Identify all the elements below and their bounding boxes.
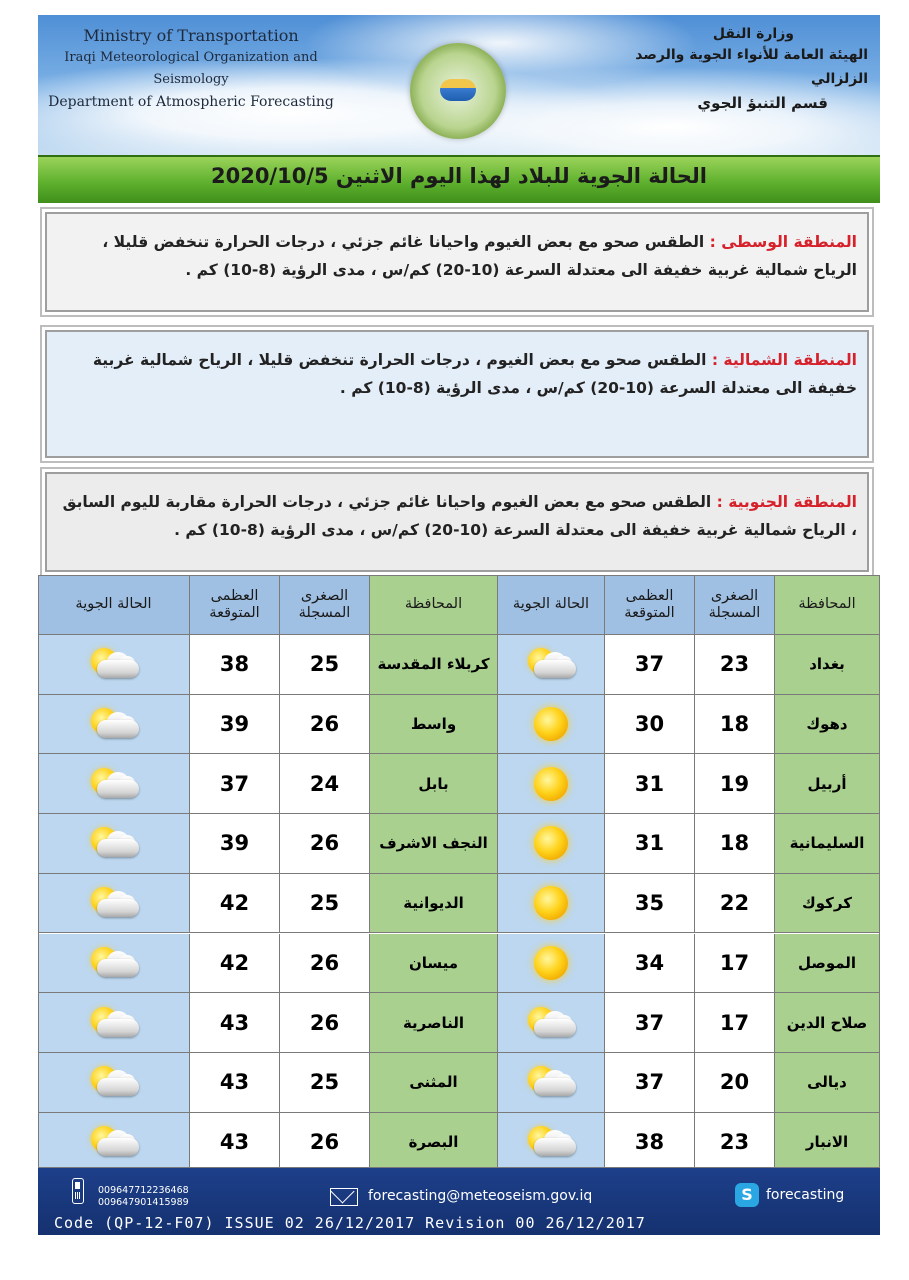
expected-max-temp: 38 [190, 635, 280, 695]
column-header: العظمى المتوقعة [190, 575, 280, 635]
department-name-en: Department of Atmospheric Forecasting [48, 94, 334, 110]
weather-cell [38, 874, 190, 934]
sunny-icon [534, 826, 568, 860]
recorded-min-temp: 23 [695, 1113, 775, 1173]
phone-number: 009647712236468 [98, 1185, 189, 1196]
province-name: كربلاء المقدسة [370, 635, 498, 695]
sunny-icon [534, 767, 568, 801]
weather-cell [498, 635, 605, 695]
partly-cloudy-icon [85, 706, 143, 742]
recorded-min-temp: 25 [280, 874, 370, 934]
forecast-table [38, 575, 880, 1168]
recorded-min-temp: 18 [695, 695, 775, 755]
recorded-min-temp: 20 [695, 1053, 775, 1113]
organization-name-en: Iraqi Meteorological Organization and Seismology [64, 50, 318, 87]
logo-emblem-icon [440, 79, 476, 101]
expected-max-temp: 31 [605, 754, 695, 814]
expected-max-temp: 42 [190, 874, 280, 934]
table-column [775, 575, 880, 1168]
expected-max-temp: 31 [605, 814, 695, 874]
expected-max-temp: 37 [605, 635, 695, 695]
organization-name-ar: الهيئة العامة للأنواء الجوية والرصد الزلزالي [635, 47, 868, 87]
header-arabic [628, 25, 868, 115]
province-name: صلاح الدين [775, 993, 880, 1053]
weather-cell [498, 993, 605, 1053]
email-address: forecasting@meteoseism.gov.iq [368, 1188, 593, 1204]
expected-max-temp: 43 [190, 993, 280, 1053]
region-central [40, 207, 874, 317]
partly-cloudy-icon [522, 1124, 580, 1160]
partly-cloudy-icon [85, 1124, 143, 1160]
phone-icon [72, 1178, 84, 1204]
recorded-min-temp: 17 [695, 934, 775, 994]
sunny-icon [534, 886, 568, 920]
partly-cloudy-icon [85, 945, 143, 981]
email-icon [330, 1188, 358, 1206]
weather-bulletin [38, 15, 880, 1235]
partly-cloudy-icon [522, 1005, 580, 1041]
footer-bar [38, 1168, 880, 1235]
phone-numbers [98, 1185, 189, 1209]
weather-cell [38, 934, 190, 994]
recorded-min-temp: 26 [280, 993, 370, 1053]
province-name: الانبار [775, 1113, 880, 1173]
header-banner [38, 15, 880, 155]
partly-cloudy-icon [85, 1064, 143, 1100]
expected-max-temp: 43 [190, 1113, 280, 1173]
header-english [46, 25, 336, 113]
expected-max-temp: 37 [190, 754, 280, 814]
partly-cloudy-icon [85, 646, 143, 682]
expected-max-temp: 35 [605, 874, 695, 934]
document-code: Code (QP-12-F07) ISSUE 02 26/12/2017 Revision 00 26/12/2017 [54, 1214, 646, 1232]
ministry-name-en: Ministry of Transportation [83, 26, 299, 45]
recorded-min-temp: 17 [695, 993, 775, 1053]
recorded-min-temp: 26 [280, 814, 370, 874]
column-header: الصغرى المسجلة [695, 575, 775, 635]
weather-cell [498, 814, 605, 874]
province-name: دهوك [775, 695, 880, 755]
weather-cell [498, 874, 605, 934]
department-name-ar: قسم التنبؤ الجوي [697, 94, 828, 112]
partly-cloudy-icon [85, 885, 143, 921]
recorded-min-temp: 19 [695, 754, 775, 814]
table-column [38, 575, 190, 1168]
expected-max-temp: 37 [605, 993, 695, 1053]
table-column [498, 575, 605, 1168]
table-column [370, 575, 498, 1168]
column-header: الحالة الجوية [498, 575, 605, 635]
weather-cell [38, 1113, 190, 1173]
recorded-min-temp: 18 [695, 814, 775, 874]
region-south [40, 467, 874, 577]
region-forecast-text: الطقس صحو مع بعض الغيوم ، درجات الحرارة تنخفض قليلا ، الرياح شمالية غربية خفيفة الى معتدلة السرعة (10-20) كم/س ، مدى الرؤية (8-10) كم . [92, 351, 857, 397]
title-bar [38, 155, 880, 203]
expected-max-temp: 34 [605, 934, 695, 994]
column-header: الصغرى المسجلة [280, 575, 370, 635]
partly-cloudy-icon [522, 646, 580, 682]
province-name: البصرة [370, 1113, 498, 1173]
region-forecast-text: الطقس صحو مع بعض الغيوم واحيانا غائم جزئي ، درجات الحرارة تنخفض قليلا ، الرياح شمالية غربية خفيفة الى معتدلة السرعة (10-20) كم/س ، مدى الرؤية (8-10) كم . [102, 233, 857, 279]
weather-cell [38, 754, 190, 814]
ministry-name-ar: وزارة النقل [712, 26, 794, 42]
weather-cell [498, 754, 605, 814]
table-column [605, 575, 695, 1168]
province-name: كركوك [775, 874, 880, 934]
table-column [695, 575, 775, 1168]
region-north [40, 325, 874, 463]
weather-cell [38, 635, 190, 695]
sunny-icon [534, 946, 568, 980]
province-name: الديوانية [370, 874, 498, 934]
sunny-icon [534, 707, 568, 741]
partly-cloudy-icon [522, 1064, 580, 1100]
province-name: ديالى [775, 1053, 880, 1113]
province-name: بغداد [775, 635, 880, 695]
column-header: المحافظة [775, 575, 880, 635]
province-name: النجف الاشرف [370, 814, 498, 874]
region-name: المنطقة الجنوبية : [716, 493, 857, 511]
expected-max-temp: 43 [190, 1053, 280, 1113]
bulletin-title: الحالة الجوية للبلاد لهذا اليوم الاثنين 2020/10/5 [210, 164, 708, 188]
expected-max-temp: 42 [190, 934, 280, 994]
recorded-min-temp: 24 [280, 754, 370, 814]
weather-cell [38, 1053, 190, 1113]
region-name: المنطقة الشمالية : [711, 351, 857, 369]
expected-max-temp: 38 [605, 1113, 695, 1173]
skype-icon: S [735, 1183, 759, 1207]
province-name: واسط [370, 695, 498, 755]
weather-cell [498, 1113, 605, 1173]
recorded-min-temp: 23 [695, 635, 775, 695]
province-name: السليمانية [775, 814, 880, 874]
organization-logo [410, 43, 506, 139]
recorded-min-temp: 26 [280, 1113, 370, 1173]
weather-cell [498, 1053, 605, 1113]
province-name: المثنى [370, 1053, 498, 1113]
recorded-min-temp: 25 [280, 635, 370, 695]
expected-max-temp: 30 [605, 695, 695, 755]
column-header: المحافظة [370, 575, 498, 635]
partly-cloudy-icon [85, 1005, 143, 1041]
province-name: أربيل [775, 754, 880, 814]
weather-cell [38, 993, 190, 1053]
weather-cell [498, 934, 605, 994]
weather-cell [38, 814, 190, 874]
expected-max-temp: 37 [605, 1053, 695, 1113]
recorded-min-temp: 22 [695, 874, 775, 934]
province-name: الناصرية [370, 993, 498, 1053]
expected-max-temp: 39 [190, 814, 280, 874]
partly-cloudy-icon [85, 825, 143, 861]
province-name: بابل [370, 754, 498, 814]
column-header: الحالة الجوية [38, 575, 190, 635]
recorded-min-temp: 26 [280, 934, 370, 994]
skype-handle: forecasting [766, 1187, 845, 1203]
region-forecast-text: الطقس صحو مع بعض الغيوم واحيانا غائم جزئي ، درجات الحرارة مقاربة لليوم السابق ، الرياح شمالية غربية خفيفة الى معتدلة السرعة (10-20) كم/س ، مدى الرؤية (8-10) كم . [62, 493, 857, 539]
column-header: العظمى المتوقعة [605, 575, 695, 635]
province-name: الموصل [775, 934, 880, 994]
recorded-min-temp: 26 [280, 695, 370, 755]
recorded-min-temp: 25 [280, 1053, 370, 1113]
province-name: ميسان [370, 934, 498, 994]
table-column [280, 575, 370, 1168]
partly-cloudy-icon [85, 766, 143, 802]
phone-number: 009647901415989 [98, 1197, 189, 1208]
region-name: المنطقة الوسطى : [709, 233, 857, 251]
expected-max-temp: 39 [190, 695, 280, 755]
weather-cell [498, 695, 605, 755]
weather-cell [38, 695, 190, 755]
table-column [190, 575, 280, 1168]
